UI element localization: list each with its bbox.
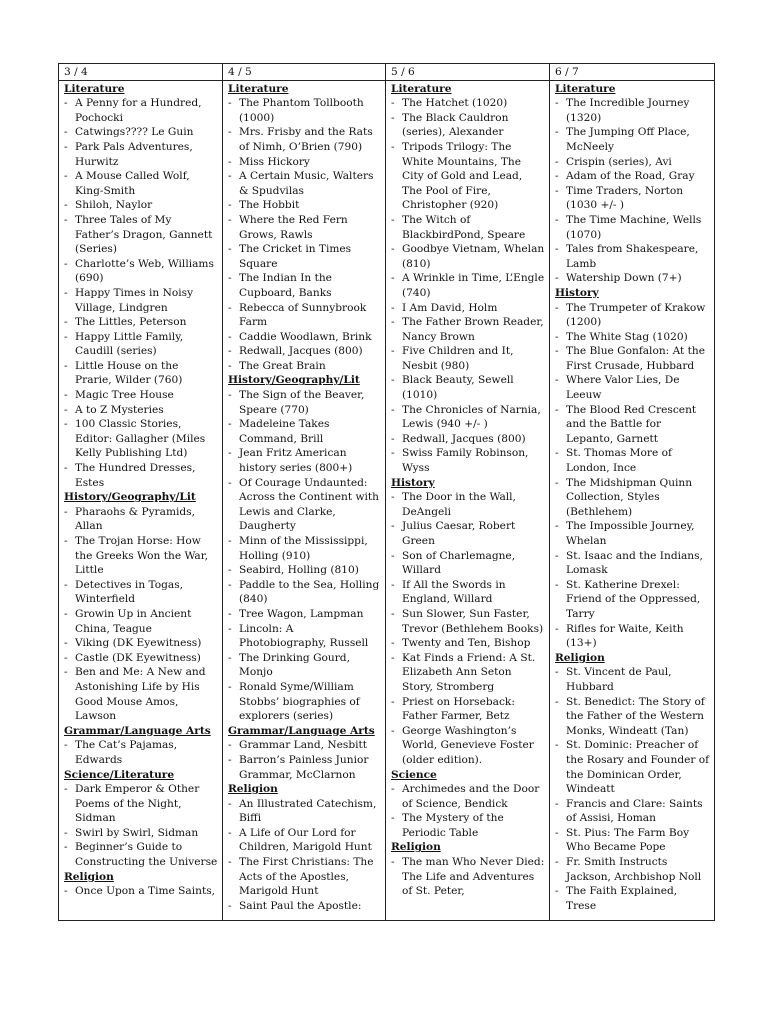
- section-heading: Literature: [391, 82, 452, 95]
- book-item: - St. Isaac and the Indians, Lomask: [555, 549, 710, 578]
- book-item: - A to Z Mysteries: [64, 403, 218, 418]
- book-item: - St. Benedict: The Story of the Father of the Western Monks, Windeatt (Tan): [555, 695, 710, 739]
- book-item: - Ronald Syme/William Stobbs’ biographies of explorers (series): [228, 680, 381, 724]
- book-item: - Catwings???? Le Guin: [64, 125, 218, 140]
- grade-column-5-6: [391, 82, 545, 920]
- book-item: - The man Who Never Died: The Life and Adventures of St. Peter,: [391, 855, 545, 899]
- section-heading: Religion: [555, 651, 605, 664]
- book-item: - The White Stag (1020): [555, 330, 710, 345]
- book-item: - Dark Emperor & Other Poems of the Night, Sidman: [64, 782, 218, 826]
- book-item: - Julius Caesar, Robert Green: [391, 519, 545, 548]
- section-heading: Literature: [64, 82, 125, 95]
- book-item: - Viking (DK Eyewitness): [64, 636, 218, 651]
- book-item: - Once Upon a Time Saints,: [64, 884, 218, 899]
- book-list: [555, 96, 710, 286]
- book-item: - Twenty and Ten, Bishop: [391, 636, 545, 651]
- book-item: - A Penny for a Hundred, Pochocki: [64, 96, 218, 125]
- grade-header-3-4: 3 / 4: [59, 64, 223, 81]
- book-list: [64, 96, 218, 490]
- reading-list-table: [58, 63, 715, 921]
- book-item: - Detectives in Togas, Winterfield: [64, 578, 218, 607]
- book-item: - Growin Up in Ancient China, Teague: [64, 607, 218, 636]
- book-item: - Happy Times in Noisy Village, Lindgren: [64, 286, 218, 315]
- book-item: - Magic Tree House: [64, 388, 218, 403]
- book-list: [391, 490, 545, 767]
- book-list: [228, 797, 381, 914]
- book-item: - The Drinking Gourd, Monjo: [228, 651, 381, 680]
- book-item: - The Hatchet (1020): [391, 96, 545, 111]
- grade-column-3-4: [64, 82, 218, 920]
- book-item: - Pharaohs & Pyramids, Allan: [64, 505, 218, 534]
- book-item: - The Time Machine, Wells (1070): [555, 213, 710, 242]
- section-heading: Grammar/Language Arts: [228, 724, 375, 737]
- book-list-row: [59, 80, 715, 920]
- book-item: - Ben and Me: A New and Astonishing Life by His Good Mouse Amos, Lawson: [64, 665, 218, 723]
- book-item: - 100 Classic Stories, Editor: Gallagher (Miles Kelly Publishing Ltd): [64, 417, 218, 461]
- book-item: - The Faith Explained, Trese: [555, 884, 710, 913]
- book-item: - Mrs. Frisby and the Rats of Nimh, O’Brien (790): [228, 125, 381, 154]
- section-heading: Science: [391, 768, 437, 781]
- book-item: - The Sign of the Beaver, Speare (770): [228, 388, 381, 417]
- grade-header-5-6: 5 / 6: [386, 64, 550, 81]
- book-list: [555, 301, 710, 651]
- book-item: - Seabird, Holling (810): [228, 563, 381, 578]
- section-heading: Religion: [228, 783, 278, 796]
- book-item: - A Certain Music, Walters & Spudvilas: [228, 169, 381, 198]
- book-item: - Madeleine Takes Command, Brill: [228, 417, 381, 446]
- book-item: - The Blue Gonfalon: At the First Crusade, Hubbard: [555, 344, 710, 373]
- book-item: - Goodbye Vietnam, Whelan (810): [391, 242, 545, 271]
- book-item: - Five Children and It, Nesbit (980): [391, 344, 545, 373]
- book-item: - A Wrinkle in Time, L’Engle (740): [391, 271, 545, 300]
- book-item: - Caddie Woodlawn, Brink: [228, 330, 381, 345]
- book-item: - The Chronicles of Narnia, Lewis (940 +/- ): [391, 403, 545, 432]
- book-item: - Tripods Trilogy: The White Mountains, The City of Gold and Lead, The Pool of Fire, Christopher (920): [391, 140, 545, 213]
- section-heading: Religion: [391, 841, 441, 854]
- book-item: - The Trojan Horse: How the Greeks Won the War, Little: [64, 534, 218, 578]
- book-item: - George Washington’s World, Genevieve Foster (older edition).: [391, 724, 545, 768]
- book-item: - The Trumpeter of Krakow (1200): [555, 301, 710, 330]
- book-item: - I Am David, Holm: [391, 301, 545, 316]
- book-item: - Barron’s Painless Junior Grammar, McClarnon: [228, 753, 381, 782]
- section-heading: Literature: [555, 82, 616, 95]
- book-item: - The Impossible Journey, Whelan: [555, 519, 710, 548]
- book-item: - St. Katherine Drexel: Friend of the Oppressed, Tarry: [555, 578, 710, 622]
- book-item: - Archimedes and the Door of Science, Bendick: [391, 782, 545, 811]
- book-item: - Shiloh, Naylor: [64, 198, 218, 213]
- book-item: - Time Traders, Norton (1030 +/- ): [555, 184, 710, 213]
- section-heading: Religion: [64, 870, 114, 883]
- book-list: [64, 738, 218, 767]
- section-heading: Literature: [228, 82, 289, 95]
- book-list: [391, 782, 545, 840]
- book-item: - Minn of the Mississippi, Holling (910): [228, 534, 381, 563]
- section-heading: History: [391, 476, 435, 489]
- book-item: - Happy Little Family, Caudill (series): [64, 330, 218, 359]
- book-list: [555, 665, 710, 913]
- book-item: - Park Pals Adventures, Hurwitz: [64, 140, 218, 169]
- book-item: - St. Pius: The Farm Boy Who Became Pope: [555, 826, 710, 855]
- section-heading: Grammar/Language Arts: [64, 724, 211, 737]
- book-item: - The Mystery of the Periodic Table: [391, 811, 545, 840]
- book-item: - Castle (DK Eyewitness): [64, 651, 218, 666]
- book-list: [391, 855, 545, 899]
- book-item: - The Littles, Peterson: [64, 315, 218, 330]
- section-heading: History: [555, 286, 599, 299]
- book-item: - St. Thomas More of London, Ince: [555, 446, 710, 475]
- book-item: - Adam of the Road, Gray: [555, 169, 710, 184]
- book-item: - Jean Fritz American history series (800+): [228, 446, 381, 475]
- book-item: - Saint Paul the Apostle:: [228, 899, 381, 914]
- book-item: - Lincoln: A Photobiography, Russell: [228, 622, 381, 651]
- grade-header-4-5: 4 / 5: [223, 64, 386, 81]
- section-heading: History/Geography/Lit: [228, 374, 360, 387]
- book-list: [391, 96, 545, 475]
- book-item: - Rifles for Waite, Keith (13+): [555, 622, 710, 651]
- section-heading: Science/Literature: [64, 768, 175, 781]
- book-item: - Black Beauty, Sewell (1010): [391, 373, 545, 402]
- book-list: [228, 388, 381, 724]
- book-item: - The Jumping Off Place, McNeely: [555, 125, 710, 154]
- book-item: - Redwall, Jacques (800): [391, 432, 545, 447]
- book-item: - The Hundred Dresses, Estes: [64, 461, 218, 490]
- book-item: - Tree Wagon, Lampman: [228, 607, 381, 622]
- book-item: - The Phantom Tollbooth (1000): [228, 96, 381, 125]
- grade-header-6-7: 6 / 7: [550, 64, 715, 81]
- section-heading: History/Geography/Lit: [64, 491, 196, 504]
- book-item: - Francis and Clare: Saints of Assisi, Homan: [555, 797, 710, 826]
- book-item: - Swiss Family Robinson, Wyss: [391, 446, 545, 475]
- book-item: - The Hobbit: [228, 198, 381, 213]
- book-item: - Beginner’s Guide to Constructing the Universe: [64, 840, 218, 869]
- book-list: [228, 738, 381, 782]
- book-item: - A Mouse Called Wolf, King-Smith: [64, 169, 218, 198]
- book-item: - A Life of Our Lord for Children, Marigold Hunt: [228, 826, 381, 855]
- book-item: - The Indian In the Cupboard, Banks: [228, 271, 381, 300]
- book-item: - Kat Finds a Friend: A St. Elizabeth Ann Seton Story, Stromberg: [391, 651, 545, 695]
- book-item: - St. Vincent de Paul, Hubbard: [555, 665, 710, 694]
- book-item: - Swirl by Swirl, Sidman: [64, 826, 218, 841]
- book-item: - Priest on Horseback: Father Farmer, Betz: [391, 695, 545, 724]
- book-item: - Where Valor Lies, De Leeuw: [555, 373, 710, 402]
- reading-list-document: [58, 63, 714, 921]
- book-item: - Crispin (series), Avi: [555, 155, 710, 170]
- book-item: - Son of Charlemagne, Willard: [391, 549, 545, 578]
- grade-column-6-7: [555, 82, 710, 920]
- grade-header-row: [59, 64, 715, 81]
- grade-column-4-5: [228, 82, 381, 920]
- book-list: [64, 884, 218, 899]
- book-item: - Three Tales of My Father’s Dragon, Gannett (Series): [64, 213, 218, 257]
- book-item: - Where the Red Fern Grows, Rawls: [228, 213, 381, 242]
- book-item: - The Black Cauldron (series), Alexander: [391, 111, 545, 140]
- book-item: - The First Christians: The Acts of the Apostles, Marigold Hunt: [228, 855, 381, 899]
- book-item: - Grammar Land, Nesbitt: [228, 738, 381, 753]
- book-item: - The Door in the Wall, DeAngeli: [391, 490, 545, 519]
- book-item: - Watership Down (7+): [555, 271, 710, 286]
- book-item: - Tales from Shakespeare, Lamb: [555, 242, 710, 271]
- book-item: - Rebecca of Sunnybrook Farm: [228, 301, 381, 330]
- book-list: [64, 782, 218, 870]
- book-item: - The Cat’s Pajamas, Edwards: [64, 738, 218, 767]
- book-item: - Fr. Smith Instructs Jackson, Archbishop Noll: [555, 855, 710, 884]
- book-item: - Miss Hickory: [228, 155, 381, 170]
- book-list: [228, 96, 381, 373]
- book-item: - The Midshipman Quinn Collection, Styles (Bethlehem): [555, 476, 710, 520]
- book-item: - The Blood Red Crescent and the Battle for Lepanto, Garnett: [555, 403, 710, 447]
- book-item: - Of Courage Undaunted: Across the Continent with Lewis and Clarke, Daugherty: [228, 476, 381, 534]
- book-item: - The Witch of BlackbirdPond, Speare: [391, 213, 545, 242]
- book-item: - St. Dominic: Preacher of the Rosary and Founder of the Dominican Order, Windeatt: [555, 738, 710, 796]
- book-item: - The Incredible Journey (1320): [555, 96, 710, 125]
- book-item: - The Father Brown Reader, Nancy Brown: [391, 315, 545, 344]
- book-item: - Paddle to the Sea, Holling (840): [228, 578, 381, 607]
- book-item: - Sun Slower, Sun Faster, Trevor (Bethlehem Books): [391, 607, 545, 636]
- book-item: - Redwall, Jacques (800): [228, 344, 381, 359]
- book-item: - The Great Brain: [228, 359, 381, 374]
- book-list: [64, 505, 218, 724]
- book-item: - Charlotte’s Web, Williams (690): [64, 257, 218, 286]
- book-item: - Little House on the Prarie, Wilder (760): [64, 359, 218, 388]
- book-item: - If All the Swords in England, Willard: [391, 578, 545, 607]
- book-item: - The Cricket in Times Square: [228, 242, 381, 271]
- book-item: - An Illustrated Catechism, Biffi: [228, 797, 381, 826]
